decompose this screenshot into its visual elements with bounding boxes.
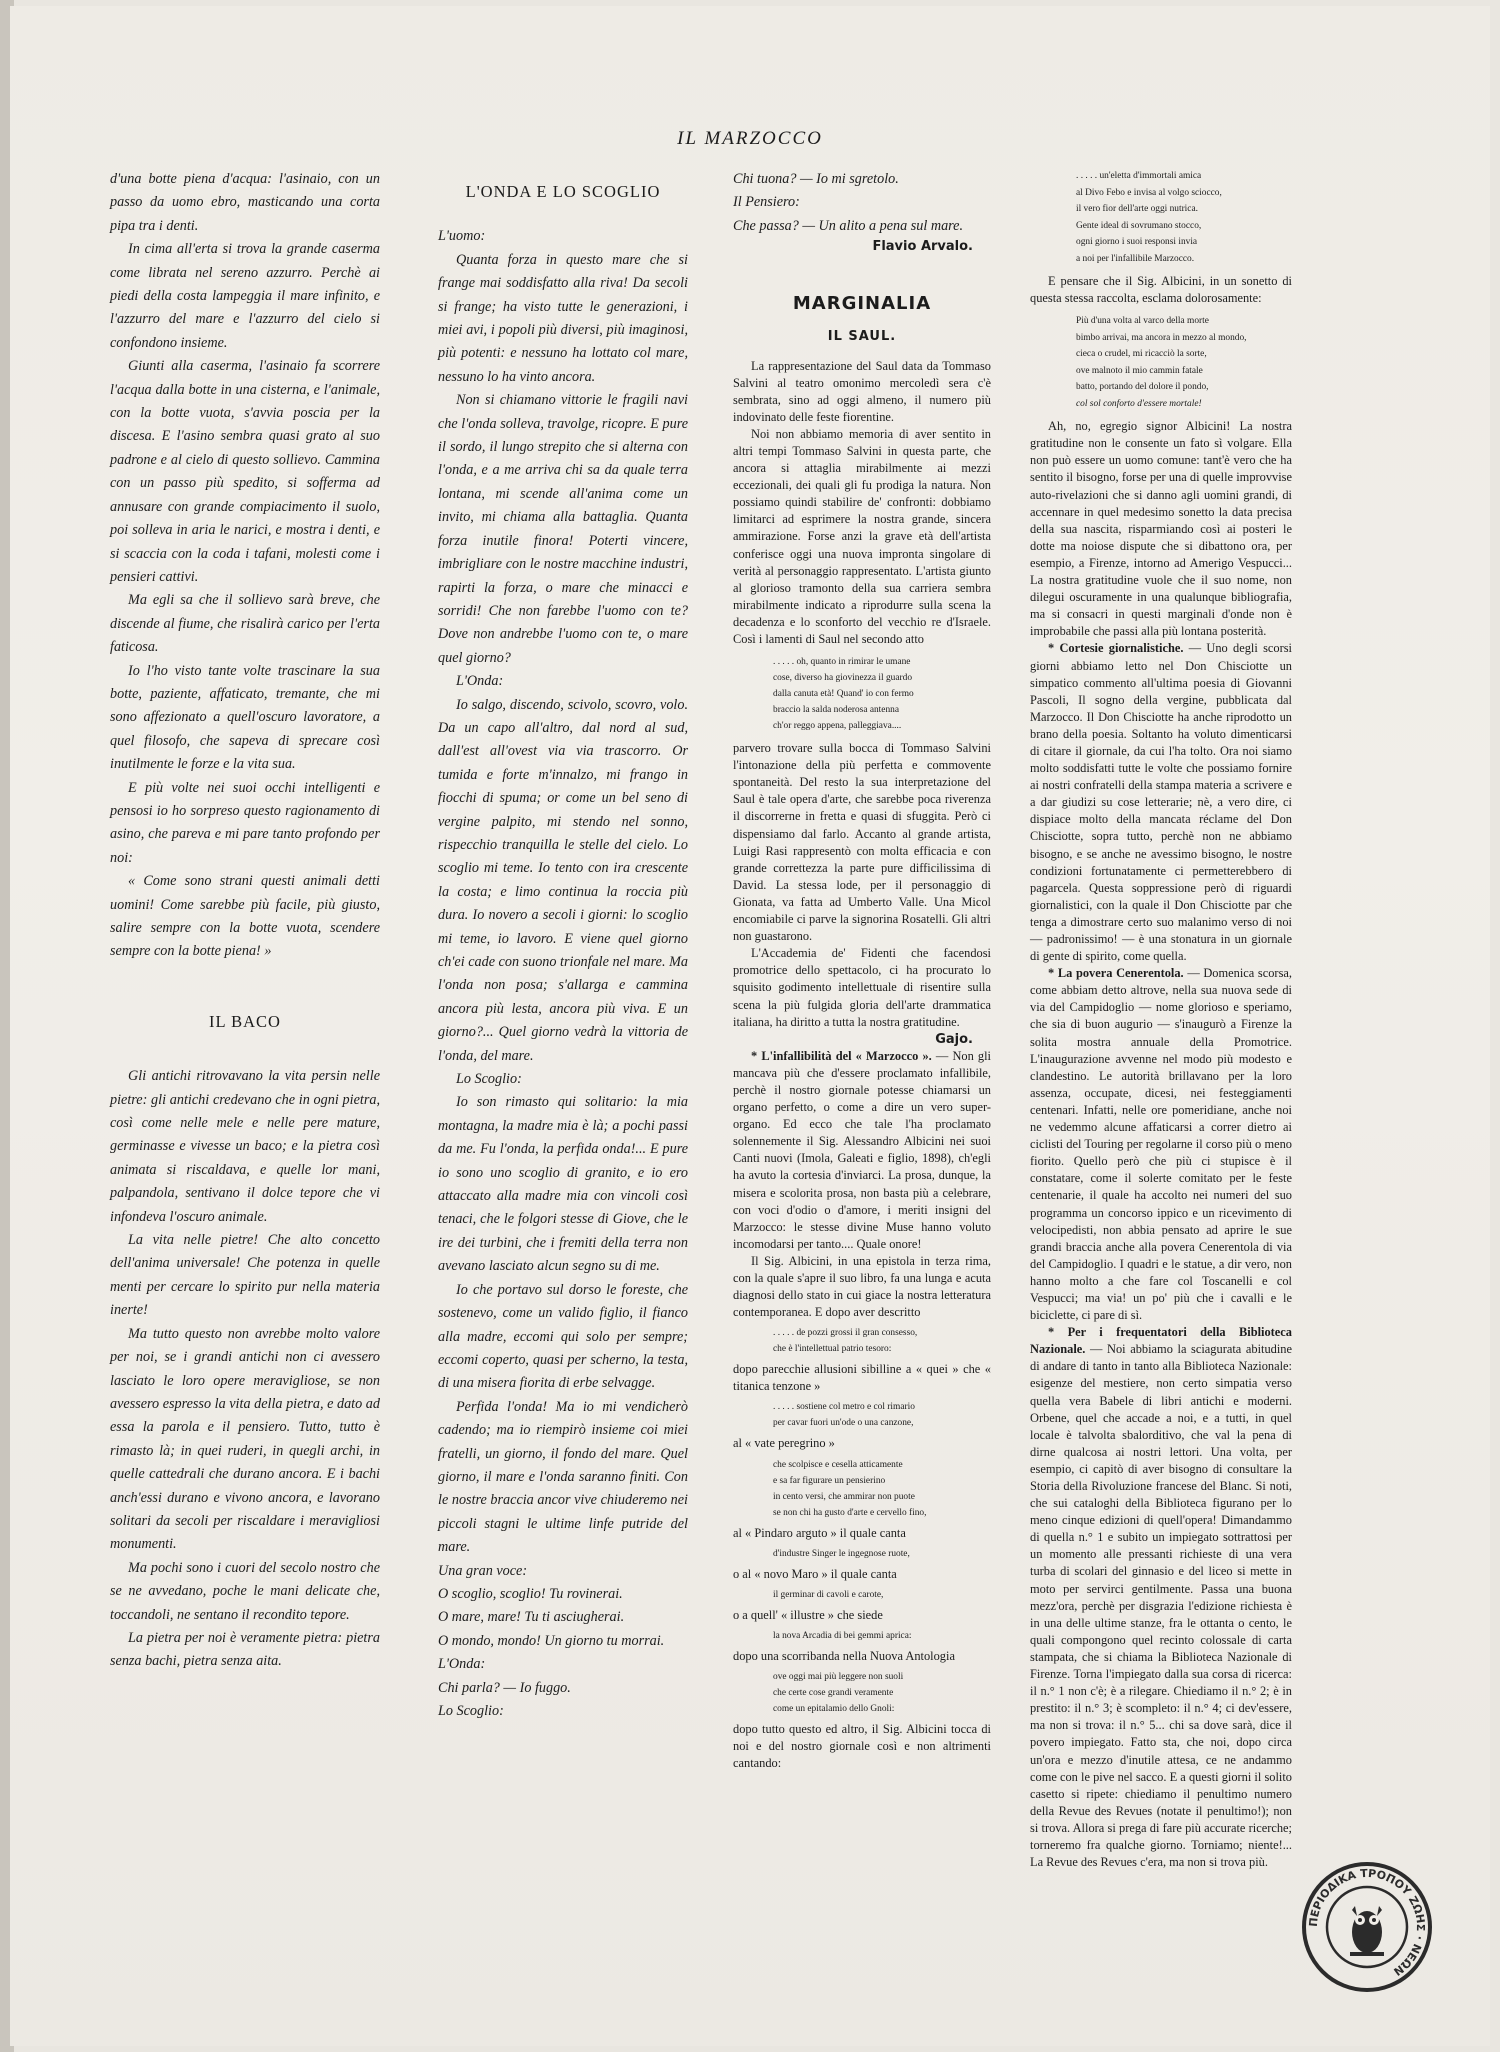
quote-line: che è l'intellettual patrio tesoro: [773, 1344, 892, 1355]
column-1 [110, 168, 380, 1674]
quote-line: e sa far figurare un pensierino [773, 1475, 886, 1486]
paragraph: al « Pindaro arguto » il quale canta [733, 1525, 906, 1540]
paragraph: Ma tutto questo non avrebbe molto valore per noi, se i grandi antichi non ci avessero lasciato le loro opere meravigliose, se non avessero espresso la vita della pietra, e dato ad essa la parola e il pensiero. Tutto, tutto è rimasto là; in quei ruderi, in quegli archi, in quelle cattedrali che durano ancora. E i bachi anch'essi durano e vivono ancora, e lavorano solitari da secoli per riscaldare i meravigliosi monumenti. [110, 1325, 380, 1553]
speaker: Lo Scoglio: [456, 1071, 522, 1088]
quote-line: dalla canuta età! Quand' io con fermo [773, 689, 914, 700]
speaker: L'Onda: [438, 1656, 486, 1673]
verse-line: Che passa? — Un alito a pena sul mare. [733, 217, 964, 234]
verse-line: Chi tuona? — Io mi sgretolo. [733, 171, 899, 187]
quote-line: ove malnoto il mio cammin fatale [1076, 365, 1203, 376]
paragraph: dopo parecchie allusioni sibilline a « quei » che « titanica tenzone » [733, 1362, 991, 1394]
paragraph: La rappresentazione del Saul data da Tommaso Salvini al teatro omonimo mercoledì sera c'è sembrata, sino ad oggi almeno, il numero più indovinato delle feste fiorentine. [733, 358, 991, 424]
item-lead: * L'infallibilità del « Marzocco ». [751, 1048, 932, 1063]
verse-line: O mondo, mondo! Un giorno tu morrai. [438, 1632, 665, 1649]
paragraph: Non si chiamano vittorie le fragili navi che l'onda solleva, travolge, ricopre. E pure il sordo, il lungo strepito che si alterna con l'onda, e a me arriva chi sa da quale terra lontana, mi scende all'anima come un invito, mi chiama alla battaglia. Quanta forza inutile finora! Poterti vincere, imbrigliare con le nostre macchine industri, rapirti la forza, o mare che minacci e sorridi! Che non farebbe l'uomo con te? Dove non andrebbe l'uomo con te, o mare quel giorno? [438, 392, 688, 666]
quote-line: il germinar di cavoli e carote, [773, 1589, 884, 1600]
paragraph: dopo tutto questo ed altro, il Sig. Albicini tocca di noi e del nostro giornale così e non altrimenti cantando: [733, 1721, 991, 1771]
column-2 [438, 168, 688, 1723]
quote-line: braccio la salda noderosa antenna [773, 705, 899, 716]
paragraph: La pietra per noi è veramente pietra: pietra senza bachi, pietra senza aita. [110, 1629, 380, 1670]
quote-line: cose, diverso ha giovinezza il guardo [773, 673, 913, 684]
quote-line: ch'or reggo appena, palleggiava.... [773, 721, 902, 732]
paragraph: Giunti alla caserma, l'asinaio fa scorrere l'acqua dalla botte in una cisterna, e l'animale, con la botte vuota, s'avvia poscia per la discesa. E l'asino sembra quasi grato al suo padrone e al cielo di questo sollievo. Cammina con un passo più spedito, si sofferma ad annusare con grande compiacimento il suolo, poi solleva in aria le narici, e mostra i denti, e si scaccia con la coda i tafani, molesti come i pensieri cattivi. [110, 358, 380, 585]
paragraph: L'Accademia de' Fidenti che facendosi promotrice dello spettacolo, ci ha procurato lo squisito godimento intellettuale di risentire sulla scena la più fulgida gloria dell'arte drammatica italiana, ha diritto a tutta la nostra gratitudine. [733, 946, 991, 1029]
verse-line: O mare, mare! Tu ti asciugherai. [438, 1609, 625, 1626]
speaker: Una gran voce: [438, 1562, 528, 1579]
paragraph: dopo una scorribanda nella Nuova Antologia [733, 1648, 955, 1663]
speaker: Il Pensiero: [733, 194, 800, 211]
paragraph: Io son rimasto qui solitario: la mia montagna, la madre mia è là; a pochi passi da me. Fu l'onda, la perfida onda!... E pure io sono uno scoglio di granito, e io ero attaccato alla madre mia con vincoli così tenaci, che le folgori stesse di Giove, che le ire dei turbini, che i fremiti della terra non avevano lasciato alcun segno su di me. [438, 1094, 688, 1275]
quote-line: che scolpisce e cesella atticamente [773, 1459, 903, 1470]
article-title: IL SAUL. [827, 329, 897, 345]
quote-line: se non chi ha gusto d'arte e cervello fino, [773, 1507, 927, 1518]
paragraph: In cima all'erta si trova la grande caserma come librata nel sereno azzurro. Perchè ai piedi della costa lampeggia il mare infinito, e l'azzurro del mare e l'azzurro del cielo si confondono insieme. [110, 241, 380, 351]
paragraph: Quanta forza in questo mare che si frange mai soddisfatto alla riva! Da secoli si frange; ha visto tutte le generazioni, i miei avi, i popoli più diversi, più imaginosi, più potenti: e nessuno ha lottato col mare, nessuno lo ha vinto ancora. [438, 251, 688, 385]
paragraph: — Uno degli scorsi giorni abbiamo letto nel Don Chisciotte un simpatico commento all'ultima poesia di Giovanni Pascoli, Il sogno della vergine, pubblicata dal Marzocco. Il Don Chisciotte ha anche riprodotto un brano della poesia. Soltanto ha voluto dimenticarsi di citare il giornale, da cui l'ha tolto. Ora noi siamo molto soddisfatti tutte le volte che possiamo fornire ai nostri confratelli della stampa materia a scrivere e a dar giudizi su cose letterarie; nè, a vero dire, ci dispiace molto della mancata réclame del Don Chisciotte, sopra tutto, perchè non ne abbiamo bisogno, e se anche ne avessimo bisogno, le nostre condizioni fortunatamente ci permetterebbero di pagarcela. Questa soppressione però di riguardi giornalistici, con la quale il Don Chisciotte par che tenga a dimostrare certo suo malanimo verso di noi — padronissimo! — è una stonatura in un giornale di gente di spirito, come quella. [1030, 641, 1292, 964]
page-header: IL MARZOCCO [677, 128, 823, 149]
article-title: IL BACO [209, 1011, 281, 1031]
quote-line: ove oggi mai più leggere non suoli [773, 1671, 904, 1682]
quote-line: Più d'una volta al varco della morte [1076, 316, 1209, 327]
quote-line: bimbo arrivai, ma ancora in mezzo al mondo, [1076, 332, 1247, 343]
paragraph: o al « novo Maro » il quale canta [733, 1566, 897, 1581]
speaker: Lo Scoglio: [438, 1703, 504, 1719]
quote-line: il vero fior dell'arte oggi nutrica. [1076, 204, 1198, 214]
paragraph: al « vate peregrino » [733, 1436, 835, 1451]
section-title: MARGINALIA [792, 293, 932, 315]
paragraph: — Domenica scorsa, come abbiam detto altrove, nella sua nuova sede di via del Campidoglio — nome glorioso e speriamo, che sia di buon augurio — s'inaugurò a Firenze la solita mostra annuale della Promotrice. L'inaugurazione avvenne nel modo più modesto e clandestino. Le autorità brillavano per la loro assenza, occupate, dicesi, nei festeggiamenti centenari. Infatti, nelle ore pomeridiane, anche noi ne vedemmo alcune affaticarsi a correr dietro ai ciclisti del Touring per regolarne il corso più o meno fiorito. Quello però che più ci stupisce è il constatare, come il solerte comitato per le feste centenarie, il quale ha accolto nei numeri del suo programma un concorso ippico e un ricevimento di velocipedisti, non abbia pensato ad aprire le sue grandi braccia anche alla povera Cenerentola di via del Campidoglio. I quadri e le statue, a dir vero, non hanno molto a che fare col Toscanelli e col Vespucci; ma via! un po' più che i cavalli e le biciclette, ci pare di sì. [1030, 966, 1292, 1323]
speaker: L'uomo: [438, 228, 486, 245]
quote-line: . . . . . oh, quanto in rimirar le umane [773, 657, 911, 668]
paragraph: E più volte nei suoi occhi intelligenti e pensosi io ho sorpreso questo ragionamento di asino, che pareva e mi pare tanto profondo per noi: [110, 779, 380, 866]
quote-line: cieca o crudel, mi ricacciò la sorte, [1076, 349, 1207, 360]
quote-line: . . . . . sostiene col metro e col rimario [773, 1402, 915, 1413]
quote-line: . . . . . un'eletta d'immortali amica [1076, 171, 1202, 181]
paragraph: Ma pochi sono i cuori del secolo nostro che se ne avvedano, poche le mani delicate che, toccandoli, ne sentano il recondito tepore. [110, 1559, 380, 1623]
quote-line: come un epitalamio dello Gnoli: [773, 1703, 895, 1714]
quote-line: in cento versi, che ammirar non puote [773, 1491, 915, 1502]
paragraph: Io l'ho visto tante volte trascinare la sua botte, paziente, affaticato, tremante, che mi sono affezionato a quell'oscuro lavoratore, a quel filosofo, che sapeva di sprecare così inutilmente le forze e la vita sua. [110, 662, 380, 773]
item-lead: * Cortesie giornalistiche. [1048, 641, 1184, 656]
owl-icon [1350, 1906, 1384, 1956]
paragraph: parvero trovare sulla bocca di Tommaso Salvini l'intonazione della più perfetta e commovente spontaneità. Del resto la sua interpretazione del Saul è tale opera d'arte, che sarebbe poca riverenza il discorrerne in fretta e quasi di sfuggita. Però ci dispensiamo dal farlo. Accanto al grande artista, Luigi Rasi rappresentò con molta efficacia e con grande correttezza la parte pure difficilissima di David. La stessa lode, per il personaggio di Gionata, va fatta ad Umberto Valle. Una Micol encomiabile ci parve la signorina Rosatelli. Gli altri non guastarono. [733, 741, 991, 944]
quote-line: al Divo Febo e invisa al volgo sciocco, [1076, 187, 1222, 198]
quote-line: a noi per l'infallibile Marzocco. [1076, 253, 1195, 264]
signature: Flavio Arvalo. [872, 239, 973, 255]
column-3 [733, 168, 991, 1772]
quote-line: per cavar fuori un'ode o una canzone, [773, 1418, 914, 1429]
quote-line: d'industre Singer le ingegnose ruote, [773, 1548, 910, 1559]
quote-line: la nova Arcadia di bei gemmi aprica: [773, 1630, 912, 1641]
paragraph: Noi non abbiamo memoria di aver sentito in altri tempi Tommaso Salvini in questa parte, che ancora si attaglia mirabilmente ai mezzi eccezionali, dei quali gli fu prodiga la natura. Non possiamo quindi stabilire de' confronti: dobbiamo limitarci ad esprimere la nostra grande, sincera ammirazione. Forse anzi la grave età dell'artista conferisce oggi una nuova impronta singolare di verità al personaggio rappresentato. L'artista giunto al glorioso tramonto della sua carriera sembra mirabilmente indicato a riprodurre sulla scena la decadenza e lo sconforto del vecchio re d'Israele. Così i lamenti di Saul nel secondo atto [733, 426, 991, 646]
paragraph: Ma egli sa che il sollievo sarà breve, che discende al fiume, che risalirà carico per l'erta faticosa. [110, 592, 380, 656]
paragraph: Il Sig. Albicini, in una epistola in terza rima, con la quale s'apre il suo libro, fa una lunga e acuta diagnosi dello stato in cui giace la nostra letteratura contemporanea. E dopo aver descritto [733, 1253, 991, 1320]
library-stamp [1300, 1860, 1434, 1994]
quote-line: Gente ideal di sovrumano stocco, [1076, 220, 1202, 231]
quote-line: ogni giorno i suoi responsi invia [1076, 237, 1198, 247]
quote-line: batto, portando del dolore il pondo, [1076, 382, 1209, 393]
article-title: L'ONDA E LO SCOGLIO [465, 182, 661, 201]
speaker: L'Onda: [456, 673, 504, 690]
quote-line: che certe cose grandi veramente [773, 1687, 894, 1698]
paragraph: E pensare che il Sig. Albicini, in un sonetto di questa stessa raccolta, esclama dolorosamente: [1030, 274, 1292, 306]
paragraph: La vita nelle pietre! Che alto concetto dell'anima universale! Che potenza in quelle menti per cercare lo spirito pur nella materia inerte! [110, 1232, 380, 1319]
paragraph: d'una botte piena d'acqua: l'asinaio, con un passo da uomo ebro, masticando una corta pipa tra i denti. [110, 171, 380, 234]
verse-line: O scoglio, scoglio! Tu rovinerai. [438, 1585, 623, 1602]
stamp-text: ΠΕΡΙΟΔΙΚΑ ΤΡΟΠΟΥ ΖΩΗΣ · ΝΕΩΝ [1306, 1866, 1428, 1979]
column-4 [1030, 168, 1292, 1871]
quote-line: . . . . . de pozzi grossi il gran consesso, [773, 1328, 918, 1339]
verse-line: Chi parla? — Io fuggo. [438, 1679, 571, 1696]
paragraph: — Non gli mancava più che d'essere proclamato infallibile, perchè il nostro giornale potesse chiamarsi un organo perfetto, o come a dire un vero super-organo. Ed ecco che tale l'ha proclamato solennemente il Sig. Alessandro Albicini nei suoi Canti nuovi (Imola, Galeati e figlio, 1898), ch'egli ha avuto la cortesia d'inviarci. La prosa, dunque, la misera e scolorita prosa, non basta più a celebrare, con voci d'odio o d'amore, i meriti insigni del Marzocco: le stesse divine Muse hanno voluto incomodarsi per tanto.... Quale onore! [733, 1048, 992, 1251]
signature: Gajo. [935, 1031, 973, 1047]
paragraph: Io che portavo sul dorso le foreste, che sostenevo, come un valido figlio, il fianco alla madre, eccomi qui solo per sempre; eccomi coperto, quasi per scherno, la testa, di una misera fiorita di erbe selvagge. [438, 1281, 688, 1392]
paragraph: Io salgo, discendo, scivolo, scovro, volo. Da un capo all'altro, dal nord al sud, dall'est all'ovest via via trascorro. Or tumida e forte m'innalzo, mi frango in fiocchi di spuma; or come un bel seno di vergine palpito, mi stendo nel sonno, rispecchio tranquilla le stelle del cielo. Lo scoglio mi teme. Io tento con ira crescente la costa; e limo continua la roccia più dura. Io novero a secoli i giorni: lo scoglio mi teme, io lavoro. E viene quel giorno ch'ei cade con suono trionfale nel mare. Ma l'onda non posa; s'allarga e cammina ancora più lesta, ancora più viva. E un giorno?... Quel giorno vedrà la vittoria de l'onda, del mare. [438, 696, 688, 1064]
item-lead: * Per i frequentatori della Biblioteca Nazionale. [1030, 1325, 1292, 1357]
paragraph: « Come sono strani questi animali detti uomini! Come sarebbe più facile, più giusto, salire sempre con la botte vuota, scendere sempre con la botte piena! » [110, 873, 380, 960]
paragraph: — Noi abbiamo la sciagurata abitudine di andare di tanto in tanto alla Biblioteca Nazionale: esigenze del mestiere, non certo simpatia verso quella vera Babele di libri antichi e moderni. Orbene, quel che accade a noi, e a tutti, in quel locale è talvolta sbalorditivo, che val la pena di dirne qualcosa ai nostri lettori. Una volta, per esempio, ci capitò di aver bisogno di consultare la Storia della Rivoluzione francese del Blanc. Si noti, che sui cataloghi della Biblioteca figurano per lo meno cinque edizioni di quell'opera! Dimandammo di quella n.° 1 e subito un impiegato sottrattosi per un momento alle pressanti richieste di una vera turba di scolari del ginnasio e del liceo si mette in moto per servirci gentilmente. Passa una buona mezz'ora, perchè per disgrazia l'edizione richiesta è in una delle ultime stanze, fra le ottanta o cento, le quali compongono quel recinto colossale di carta stampata, che si chiama la Biblioteca Nazionale di Firenze. Torna l'impiegato dalla sua corsa di ricerca: il n.° 1 non c'è; è a rilegare. Chiediamo il n.° 2; è in prestito: il n.° 3; è scompleto: il n.° 4; ci dev'essere, ma non si trova: il n.° 5... chi sa dove sarà, dice il povero impiegato. Fatto sta, che noi, dopo circa un'ora e mezzo d'inutile attesa, ce ne andammo come con le pive nel sacco. E a questi giorni il solito casetto si ripete: chiediamo il penultimo numero della Revue des Revues (notate il penultimo!); non si trova. Allora si prega di fare più accurate ricerche; torneremo fra qualche giorno. Torniamo; niente!... La Revue des Revues c'era, ma non si trova più. [1030, 1342, 1292, 1870]
paragraph: Gli antichi ritrovavano la vita persin nelle pietre: gli antichi credevano che in ogni pietra, così come nelle mele e nelle pere mature, germinasse e vivesse un baco; e la pietra così animata si riscaldava, e quelle lor mani, palpandola, sentivano il dolce tepore che vi infondeva l'oscuro animale. [110, 1068, 380, 1225]
paragraph: Ah, no, egregio signor Albicini! La nostra gratitudine non le consente un fato sì volgare. Ella non può essere un uomo comune: tant'è vero che ha sentito il bisogno, forse per una di quelle improvvise auto-rivelazioni che si danno agli uomini grandi, di accennare in quel medesimo sonetto la data precisa della sua nascita, risparmiando così ai posteri le dotte ma noiose dispute che si dibattono ora, per esempio, a Firenze, intorno ad Amerigo Vespucci... La nostra gratitudine vuole che il suo nome, non dilegui oscuramente in una qualunque bibliografia, ma si consacri in questi marginali d'onde non è improbabile che passi alla più lontana posterità. [1030, 419, 1292, 639]
paragraph: Perfida l'onda! Ma io mi vendicherò cadendo; ma io riempirò insieme coi miei fratelli, un giorno, il fondo del mare. Quel giorno, il mare e l'onda saranno finiti. Con le nostre braccia ancor vive chiuderemo nei piccoli stagni le ultime linfe putride del mare. [438, 1398, 688, 1556]
item-lead: * La povera Cenerentola. [1048, 966, 1184, 981]
paragraph: o a quell' « illustre » che siede [733, 1607, 883, 1622]
quote-line: col sol conforto d'essere mortale! [1076, 398, 1202, 409]
